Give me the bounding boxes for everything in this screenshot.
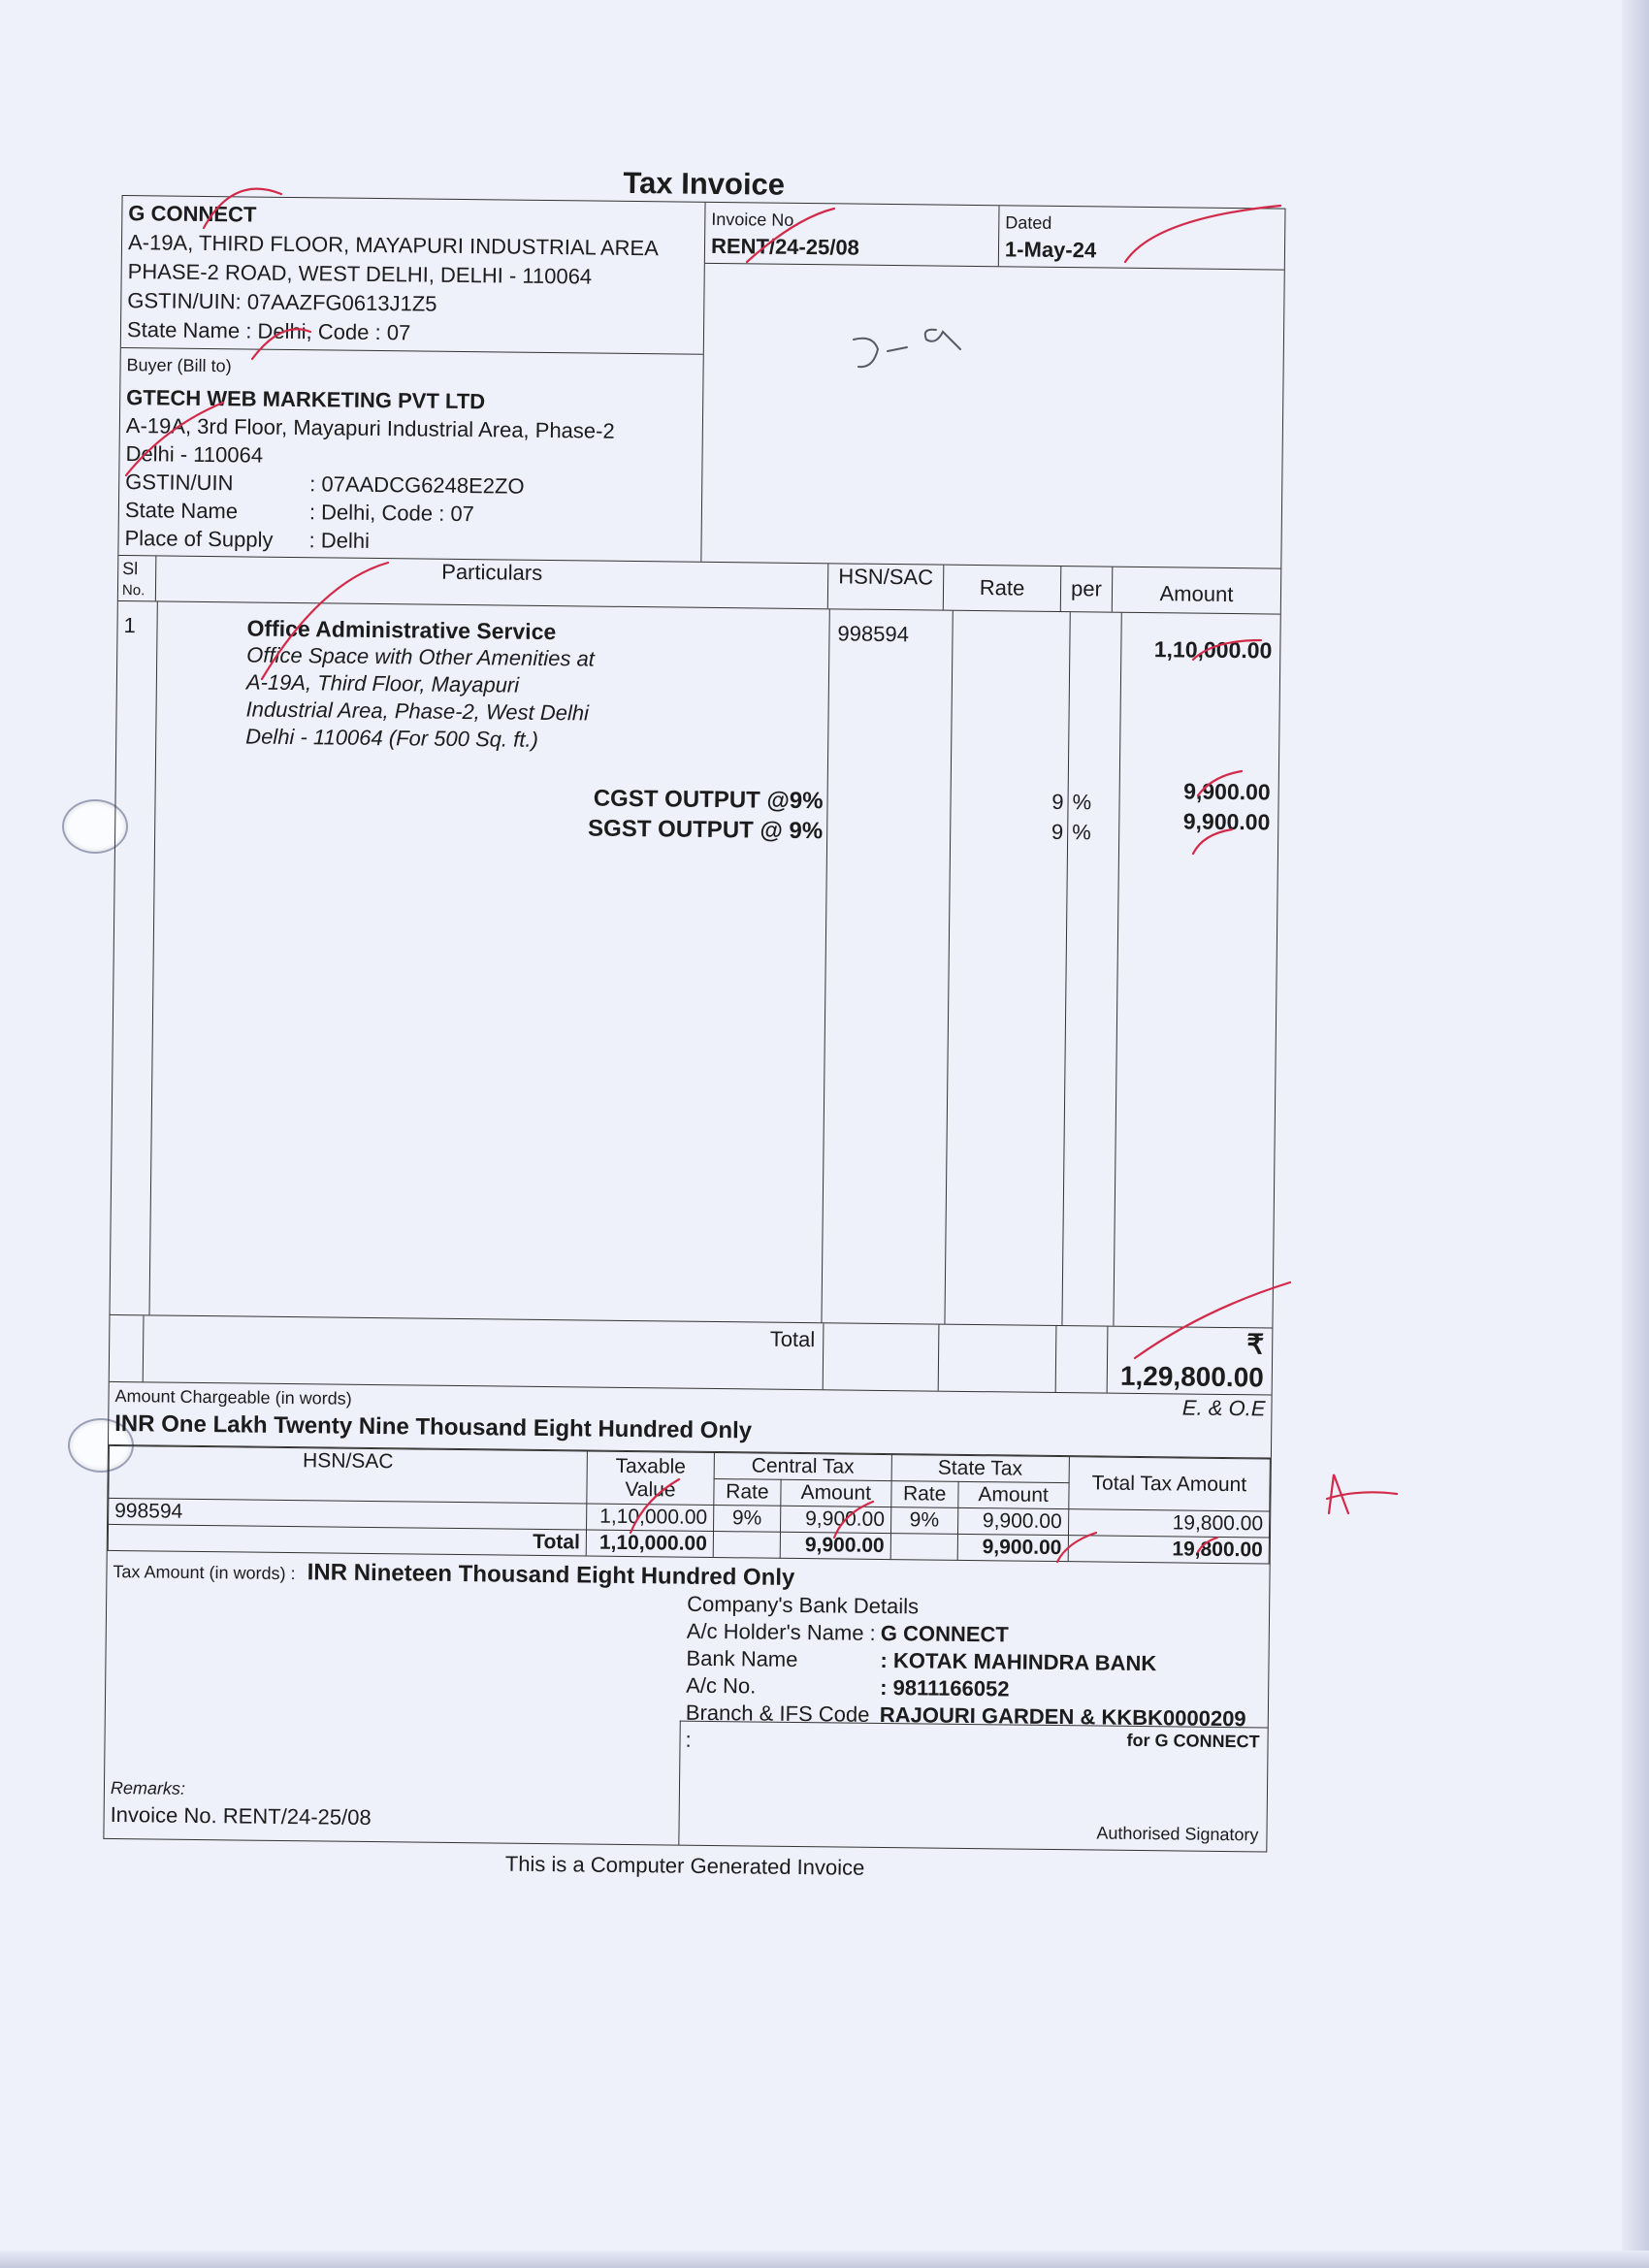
item-per-col <box>1062 612 1121 1326</box>
bank-name: : KOTAK MAHINDRA BANK <box>880 1647 1157 1676</box>
amount-header: Amount <box>1159 581 1234 607</box>
hsn-header: HSN/SAC <box>828 564 945 609</box>
tax-summary-table <box>108 1445 1271 1565</box>
seller-address-line-2: PHASE-2 ROAD, WEST DELHI, DELHI - 110064 <box>127 259 593 289</box>
summary-total-taxable: 1,10,000.00 <box>586 1530 713 1557</box>
summary-state-rate-header: Rate <box>891 1481 958 1508</box>
invoice-number-label: Invoice No. <box>711 209 799 230</box>
seller-gstin: GSTIN/UIN: 07AAZFG0613J1Z5 <box>127 288 437 316</box>
item-sl: 1 <box>111 601 158 1314</box>
page-bottom-edge <box>0 2251 1649 2268</box>
cgst-amount: 9,900.00 <box>1183 778 1271 805</box>
sgst-label: SGST OUTPUT @ 9% <box>587 815 824 845</box>
buyer-label: Buyer (Bill to) <box>126 355 232 376</box>
particulars-header: Particulars <box>156 556 828 608</box>
summary-total-state: 9,900.00 <box>957 1534 1068 1561</box>
remarks-value: Invoice No. RENT/24-25/08 <box>110 1801 372 1831</box>
summary-taxable: 1,10,000.00 <box>587 1504 714 1531</box>
account-number-label: A/c No. <box>686 1672 757 1699</box>
invoice-title: Tax Invoice <box>623 165 786 202</box>
remarks-label: Remarks: <box>110 1777 186 1798</box>
tax-invoice <box>103 160 1286 1885</box>
cgst-label: CGST OUTPUT @9% <box>593 785 824 815</box>
place-of-supply-row <box>124 524 695 559</box>
party-block <box>118 196 705 562</box>
seller-address-line-1: A-19A, THIRD FLOOR, MAYAPURI INDUSTRIAL AREA <box>127 230 660 261</box>
sl-no-header <box>118 556 157 600</box>
sgst-amount: 9,900.00 <box>1182 808 1271 835</box>
eoe-text: E. & O.E <box>1181 1395 1266 1421</box>
items-body <box>110 601 1279 1329</box>
item-description <box>156 613 829 757</box>
signature-box <box>678 1721 1267 1852</box>
authorised-signatory: Authorised Signatory <box>1096 1823 1259 1845</box>
total-label: Total <box>144 1315 824 1389</box>
buyer-gstin-label: GSTIN/UIN <box>125 470 234 496</box>
summary-state-header: State Tax <box>891 1455 1069 1483</box>
account-number: : 9811166052 <box>880 1674 1010 1701</box>
cgst-rate: 9 <box>1051 789 1064 815</box>
summary-grand-total-tax: 19,800.00 <box>1068 1536 1270 1564</box>
buyer-block <box>118 348 702 562</box>
item-desc-line-4: Delhi - 110064 (For 500 Sq. ft.) <box>245 724 539 752</box>
holder-name: G CONNECT <box>880 1620 1009 1647</box>
item-desc-line-3: Industrial Area, Phase-2, West Delhi <box>245 697 590 726</box>
item-desc-line-2: A-19A, Third Floor, Mayapuri <box>245 669 520 697</box>
summary-state-amount: 9,900.00 <box>957 1507 1068 1535</box>
tax-words-label: Tax Amount (in words) : <box>113 1561 296 1584</box>
item-amount: 1,10,000.00 <box>1153 636 1273 664</box>
buyer-state: : Delhi, Code : 07 <box>308 500 475 527</box>
summary-state-amount-header: Amount <box>958 1481 1069 1508</box>
summary-central-amount: 9,900.00 <box>780 1506 890 1533</box>
per-header: per <box>1061 567 1114 612</box>
place-of-supply: : Delhi <box>308 528 371 553</box>
tax-lines <box>155 778 827 846</box>
buyer-state-label: State Name <box>124 498 239 524</box>
buyer-address-line-2: Delhi - 110064 <box>125 441 264 468</box>
rate-header: Rate <box>944 566 1062 611</box>
seller-name: G CONNECT <box>128 201 257 227</box>
bank-heading: Company's Bank Details <box>687 1591 920 1619</box>
computer-generated-note: This is a Computer Generated Invoice <box>504 1851 865 1880</box>
summary-total-tax: 19,800.00 <box>1068 1509 1270 1538</box>
summary-state-rate: 9% <box>890 1507 957 1535</box>
branch-label: Branch & IFS Code : <box>685 1700 870 1752</box>
branch-ifsc: RAJOURI GARDEN & KKBK0000209 <box>879 1701 1246 1732</box>
page-edge <box>1622 0 1649 2268</box>
invoice-frame <box>103 195 1285 1853</box>
item-amount-col <box>1114 613 1279 1328</box>
buyer-name: GTECH WEB MARKETING PVT LTD <box>126 385 486 414</box>
dated-label: Dated <box>1005 212 1052 233</box>
buyer-gstin: : 07AADCG6248E2ZO <box>309 471 525 499</box>
no-header: No. <box>121 582 146 599</box>
item-hsn: 998594 <box>822 609 953 1323</box>
summary-central-rate-header: Rate <box>714 1479 781 1507</box>
total-amount: ₹ 1,29,800.00 <box>1119 1329 1265 1393</box>
item-particulars <box>149 601 829 1322</box>
item-rate-col <box>945 611 1070 1325</box>
cgst-per: % <box>1072 790 1092 815</box>
bank-name-label: Bank Name <box>686 1645 798 1671</box>
summary-total-header: Total Tax Amount <box>1068 1457 1270 1511</box>
dated-cell <box>999 206 1285 269</box>
summary-total-label: Total <box>108 1524 586 1556</box>
footer-section <box>104 1584 1269 1852</box>
buyer-address-line-1: A-19A, 3rd Floor, Mayapuri Industrial Area, Phase-2 <box>125 413 615 443</box>
holder-label: A/c Holder's Name : <box>686 1618 876 1645</box>
sgst-rate: 9 <box>1051 819 1064 845</box>
margin-mark <box>1327 1474 1397 1513</box>
summary-central-rate: 9% <box>714 1506 781 1533</box>
place-of-supply-label: Place of Supply <box>124 526 274 552</box>
tax-words: INR Nineteen Thousand Eight Hundred Only <box>307 1559 795 1591</box>
sgst-per: % <box>1072 820 1091 845</box>
amount-in-words-label: Amount Chargeable (in words) <box>114 1385 352 1409</box>
summary-central-header: Central Tax <box>714 1453 891 1481</box>
invoice-number: RENT/24-25/08 <box>710 233 860 260</box>
seller-state: State Name : Delhi, Code : 07 <box>126 317 411 345</box>
item-desc-line-1: Office Space with Other Amenities at <box>246 642 596 671</box>
invoice-meta <box>701 203 1284 568</box>
summary-hsn-header: HSN/SAC <box>109 1445 588 1504</box>
invoice-number-cell <box>705 203 1000 266</box>
summary-taxable-header: Taxable Value <box>587 1451 715 1505</box>
invoice-meta-row <box>705 203 1285 271</box>
item-name: Office Administrative Service <box>246 615 557 645</box>
sl-header: Sl <box>122 559 139 579</box>
for-company: for G CONNECT <box>1126 1730 1260 1752</box>
bank-and-signature <box>678 1591 1269 1852</box>
invoice-header <box>118 196 1284 569</box>
amount-in-words: INR One Lakh Twenty Nine Thousand Eight Hundred Only <box>114 1409 753 1444</box>
summary-total-central: 9,900.00 <box>780 1532 890 1559</box>
remarks-block <box>104 1584 681 1845</box>
seller-block <box>121 196 705 355</box>
invoice-date: 1-May-24 <box>1004 237 1097 263</box>
summary-central-amount-header: Amount <box>781 1479 891 1507</box>
summary-hsn: 998594 <box>109 1498 587 1530</box>
